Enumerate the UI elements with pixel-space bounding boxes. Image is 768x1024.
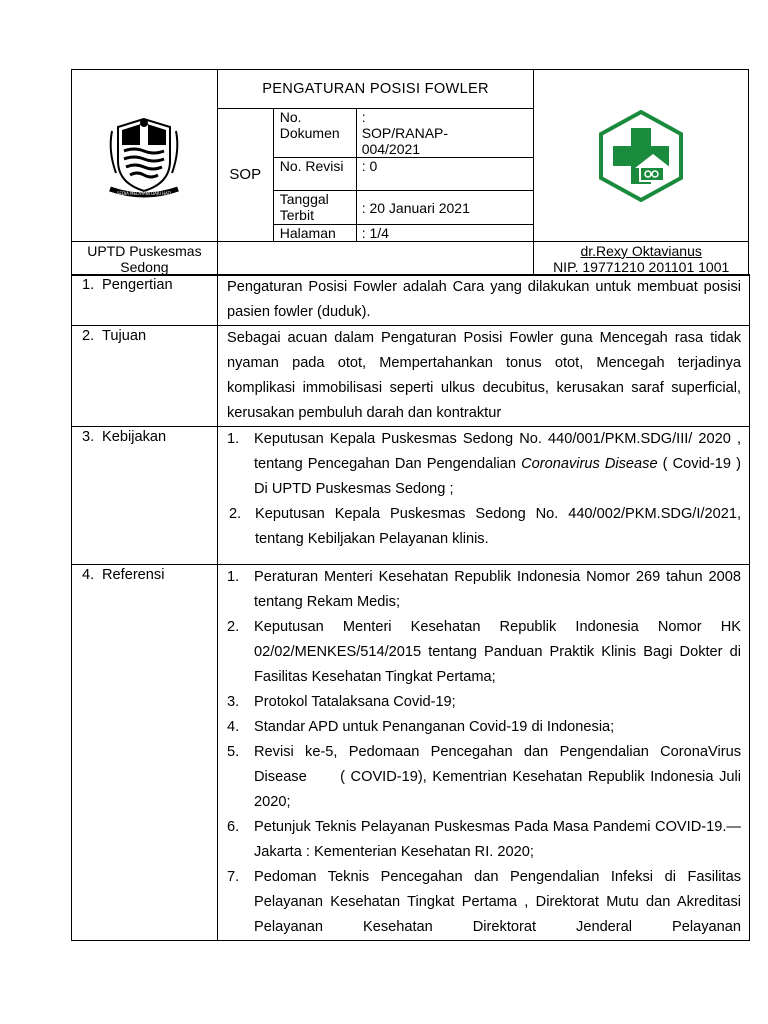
section-row-pengertian <box>72 275 750 326</box>
signer-cell <box>534 242 749 276</box>
emblem-caption: SEDIA MELAYANI DARI HATI <box>117 190 172 196</box>
sop-content-table <box>71 274 750 941</box>
list-item: 3. Protokol Tatalaksana Covid-19; <box>227 694 456 710</box>
section-row-referensi <box>72 565 750 941</box>
meta-label-no-dokumen: No. Dokumen <box>273 109 356 158</box>
document-title: PENGATURAN POSISI FOWLER <box>262 81 489 97</box>
section-row-tujuan <box>72 326 750 427</box>
list-item: 2. Keputusan Menteri Kesehatan Republik Indonesia Nomor HK 02/02/MENKES/514/2015 tentang Panduan Praktik Klinis Bagi Dokter di Fasilitas Kesehatan Tingkat Pertama; <box>227 619 741 685</box>
empty-cell <box>217 242 534 276</box>
document-title-cell <box>217 70 534 109</box>
meta-label-no-revisi: No. Revisi <box>273 158 356 191</box>
list-item: 1. Keputusan Kepala Puskesmas Sedong No. 440/001/PKM.SDG/III/ 2020 , tentang Pencegahan Dan Pengendalian Coronavirus Disease ( Covid-19 ) Di UPTD Puskesmas Sedong ; <box>227 431 741 497</box>
sop-label-cell <box>217 109 273 242</box>
section-text-tujuan: Sebagai acuan dalam Pengaturan Posisi Fowler guna Mencegah rasa tidak nyaman pada otot, Mempertahankan tonus otot, Mencegah terjadinya komplikasi immobilisasi seperti ulkus decubitus, kerusakan saraf superficial, kerusakan pembuluh darah dan kontraktur <box>218 326 750 427</box>
section-row-kebijakan <box>72 427 750 565</box>
meta-label-halaman: Halaman <box>273 225 356 242</box>
regency-emblem-icon <box>106 111 182 201</box>
meta-value-no-revisi: : 0 <box>356 158 534 191</box>
list-item: 6. Petunjuk Teknis Pelayanan Puskesmas Pada Masa Pandemi COVID-19.— Jakarta : Kementerian Kesehatan RI. 2020; <box>227 819 741 860</box>
list-item: 1. Peraturan Menteri Kesehatan Republik Indonesia Nomor 269 tahun 2008 tentang Rekam Medis; <box>227 569 741 610</box>
org-name-cell <box>72 242 218 276</box>
section-label: 4. Referensi <box>72 565 218 941</box>
section-label: 2. Tujuan <box>72 326 218 427</box>
meta-value-tanggal-terbit: : 20 Januari 2021 <box>356 191 534 225</box>
org-name: UPTD Puskesmas Sedong <box>87 242 202 275</box>
sop-label: SOP <box>229 166 262 183</box>
header-table <box>71 69 749 276</box>
puskesmas-logo-icon <box>595 108 687 204</box>
section-list-kebijakan <box>218 427 750 565</box>
right-logo-cell <box>534 70 749 242</box>
section-text-pengertian: Pengaturan Posisi Fowler adalah Cara yang dilakukan untuk membuat posisi pasien fowler (duduk). <box>218 275 750 326</box>
left-logo-cell <box>72 70 218 242</box>
list-item: 4. Standar APD untuk Penanganan Covid-19 di Indonesia; <box>227 719 615 735</box>
signer-nip: NIP. 19771210 201101 1001 <box>553 258 730 275</box>
section-label: 1. Pengertian <box>72 275 218 326</box>
list-item: 5. Revisi ke-5, Pedomaan Pencegahan dan Pengendalian CoronaVirus Disease ( COVID-19), Kementrian Kesehatan Republik Indonesia Juli 2020; <box>227 744 746 810</box>
meta-value-halaman: : 1/4 <box>356 225 534 242</box>
list-item: 2. Keputusan Kepala Puskesmas Sedong No. 440/002/PKM.SDG/I/2021, tentang Kebiljakan Pelayanan klinis. <box>229 506 741 547</box>
list-item: 7. Pedoman Teknis Pencegahan dan Pengendalian Infeksi di Fasilitas Pelayanan Kesehatan Tingkat Pertama , Direktorat Mutu dan Akreditasi Pelayanan Kesehatan Direktorat Jenderal Pelayanan <box>227 869 741 935</box>
signer-name: dr.Rexy Oktavianus <box>580 242 702 259</box>
section-list-referensi <box>218 565 750 941</box>
meta-value-no-dokumen: : SOP/RANAP-004/2021 <box>356 109 534 158</box>
section-label: 3. Kebijakan <box>72 427 218 565</box>
meta-label-tanggal-terbit: Tanggal Terbit <box>273 191 356 225</box>
